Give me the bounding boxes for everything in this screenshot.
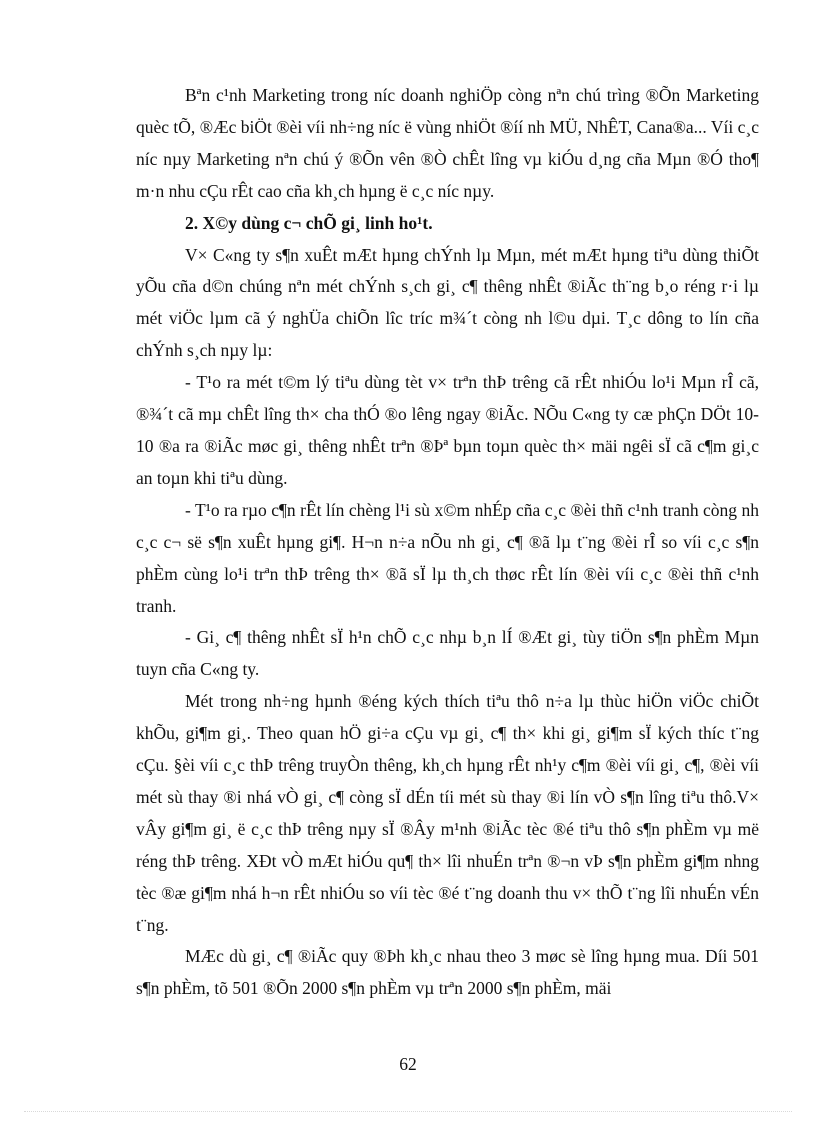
paragraph-bullet-psychology: - T¹o ra mét t©m lý tiªu dùng tèt v× trªn thÞ trêng cã rÊt nhiÓu lo¹i Mµn rÎ cã, ®¾´t cã mµ chÊt lîng th× cha thÓ ®o lêng ngay ®iÃc. NÕu C«ng ty cæ phÇn DÖt 10-10 ®a ra ®iÃc møc gi¸ thêng nhÊt trªn ®Þª bµn toµn quèc th× mäi ngêi sÏ cã c¶m gi¸c an toµn khi tiªu dùng. — [136, 372, 759, 488]
paragraph-pricing-policy: V× C«ng ty s¶n xuÊt mÆt hµng chÝnh lµ Mµn, mét mÆt hµng tiªu dùng thiÕt yÕu cña d©n chúng nªn mét chÝnh s¸ch gi¸ c¶ thêng nhÊt ®iÃc th¨ng b¸o réng r·i lµ mét viÖc lµm cã ý nghÜa chiÕn lîc tríc m¾´t còng nh l©u dµi. T¸c dông to lín cña chÝnh s¸ch nµy lµ: — [136, 244, 759, 361]
body-text — [136, 80, 759, 1005]
paragraph-bullet-retail: - Gi¸ c¶ thêng nhÊt sÏ h¹n chÕ c¸c nhµ b¸n lÍ ®Æt gi¸ tùy tiÖn s¶n phÈm Mµn tuyn cña C«ng ty. — [136, 627, 759, 680]
paragraph-discount: Mét trong nh÷ng hµnh ®éng kých thích tiªu thô n÷a lµ thùc hiÖn viÖc chiÕt khÕu, gi¶m gi¸. Theo quan hÖ gi÷a cÇu vµ gi¸ c¶ th× khi gi¸ gi¶m sÏ kých thíc t¨ng cÇu. §èi víi c¸c thÞ trêng truyÒn thêng, kh¸ch hµng rÊt nh¹y c¶m ®èi víi gi¸ c¶, ®èi víi mét sù thay ®i nhá vÒ gi¸ c¶ còng sÏ dÉn tíi mét sù thay ®i lín vÒ s¶n lîng tiªu thô.V× vÂy gi¶m gi¸ ë c¸c thÞ trêng nµy sÏ ®Ây m¹nh ®iÃc tèc ®é tiªu thô s¶n phÈm vµ më réng thÞ trêng. XÐt vÒ mÆt hiÓu qu¶ th× lîi nhuÉn trªn ®¬n vÞ s¶n phÈm gi¶m nhng tèc ®æ gi¶m nhá h¬n rÊt nhiÓu so víi tèc ®é t¨ng doanh thu v× thÕ t¨ng lîi nhuÉn vÉn t¨ng. — [136, 691, 759, 935]
page-number: 62 — [399, 1054, 417, 1074]
paragraph-price-levels: MÆc dù gi¸ c¶ ®iÃc quy ®Þh kh¸c nhau theo 3 møc sè lîng hµng mua. Díi 501 s¶n phÈm, tõ 501 ®Õn 2000 s¶n phÈm vµ trªn 2000 s¶n phÈm, mäi — [136, 946, 759, 999]
section-heading: 2. X©y dùng c¬ chÕ gi¸ linh ho¹t. — [185, 212, 433, 233]
bottom-divider — [24, 1111, 792, 1112]
paragraph-marketing: Bªn c¹nh Marketing trong níc doanh nghiÖp còng nªn chú trìng ®Õn Marketing quèc tÕ, ®Æc biÖt ®èi víi nh÷ng níc ë vùng nhiÖt ®íí nh MÜ, NhÊT, Cana®a... Víi c¸c níc nµy Marketing nªn chú ý ®Õn vên ®Ò chÊt lîng vµ kiÓu d¸ng cña Mµn ®Ó tho¶ m·n nhu cÇu rÊt cao cña kh¸ch hµng ë c¸c níc nµy. — [136, 85, 759, 201]
paragraph-bullet-barrier: - T¹o ra rµo c¶n rÊt lín chèng l¹i sù x©m nhÉp cña c¸c ®èi thñ c¹nh tranh còng nh c¸c c¬ së s¶n xuÊt hµng gi¶. H¬n n÷a nÕu nh gi¸ c¶ ®ã lµ t¨ng ®èi rÎ so víi c¸c s¶n phÈm cùng lo¹i trªn thÞ trêng th× ®ã sÏ lµ th¸ch thøc rÊt lín ®èi víi c¸c ®èi thñ c¹nh tranh. — [136, 499, 759, 616]
